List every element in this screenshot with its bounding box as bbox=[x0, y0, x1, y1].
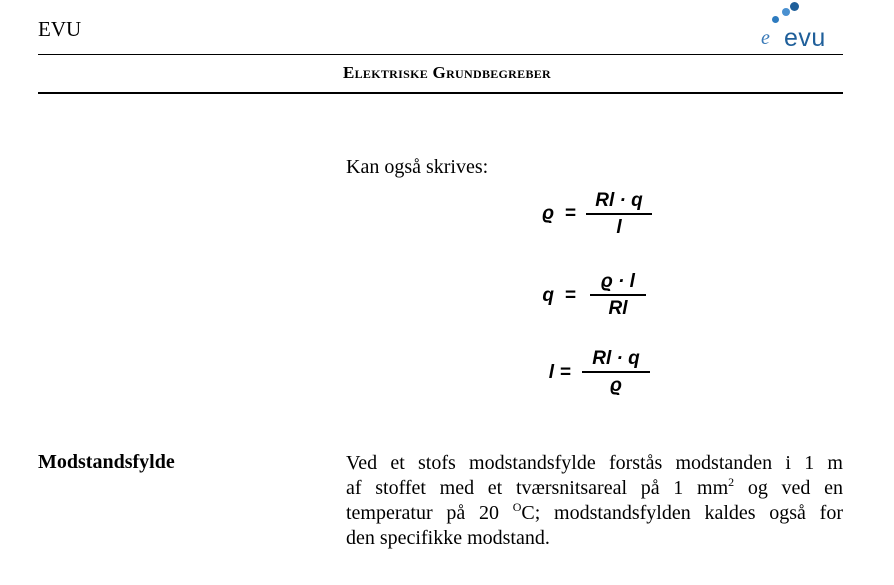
superscript: 2 bbox=[728, 475, 735, 489]
header-rule-top bbox=[38, 54, 843, 55]
evu-logo-icon bbox=[772, 16, 779, 23]
body-line bbox=[346, 501, 843, 526]
equation-equals: = bbox=[565, 285, 577, 306]
fraction-bar bbox=[590, 294, 646, 296]
equation-lhs: l bbox=[548, 362, 554, 383]
body-line bbox=[346, 476, 843, 501]
equation-fraction bbox=[590, 271, 646, 320]
equation-fraction bbox=[586, 190, 652, 239]
fraction-numerator: Rl · q bbox=[592, 348, 640, 369]
fraction-denominator: l bbox=[616, 217, 622, 238]
equation-lhs: ϱ bbox=[542, 203, 554, 224]
logo-text: evu bbox=[784, 24, 826, 52]
equation-lhs: q bbox=[542, 285, 554, 306]
fraction-bar bbox=[582, 371, 650, 373]
fraction-bar bbox=[586, 213, 652, 215]
logo-dot bbox=[782, 8, 790, 16]
section-body bbox=[346, 451, 843, 551]
body-text-run: af stoffet med et tværsnitsareal på 1 mm bbox=[346, 477, 729, 499]
fraction-denominator: Rl bbox=[608, 298, 628, 319]
page-title: Elektriske Grundbegreber bbox=[342, 63, 552, 82]
body-line: Ved et stofs modstandsfylde forstås modstanden i 1 m bbox=[346, 452, 843, 474]
superscript: O bbox=[512, 500, 522, 514]
body-text-run: temperatur på 20 bbox=[346, 502, 513, 524]
section-label: Modstandsfylde bbox=[38, 451, 175, 473]
body-line: den specifikke modstand. bbox=[346, 527, 550, 549]
fraction-denominator: ϱ bbox=[610, 375, 622, 396]
intro-text: Kan også skrives: bbox=[346, 156, 489, 178]
logo-e-glyph: e bbox=[761, 27, 770, 49]
body-text-run: C; modstandsfylden kaldes også for bbox=[521, 502, 844, 524]
logo-dot bbox=[790, 2, 799, 11]
evu-logo bbox=[758, 2, 854, 54]
header-org: EVU bbox=[38, 17, 82, 41]
header-rule-bottom bbox=[38, 92, 843, 94]
equation-fraction bbox=[582, 348, 650, 397]
fraction-numerator: Rl · q bbox=[595, 190, 643, 211]
equation-equals: = bbox=[560, 362, 572, 383]
equation-equals: = bbox=[565, 203, 577, 224]
fraction-numerator: ϱ · l bbox=[601, 271, 635, 292]
body-text-run: og ved en bbox=[734, 477, 843, 499]
